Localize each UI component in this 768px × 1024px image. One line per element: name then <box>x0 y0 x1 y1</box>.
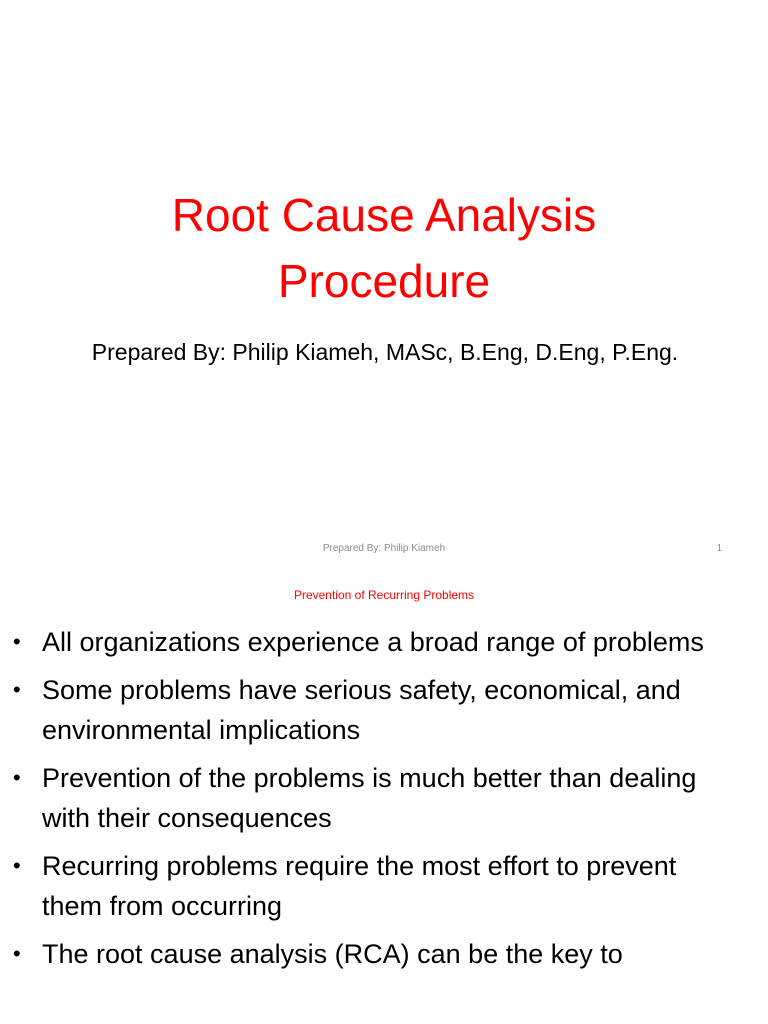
slide-subtitle: Prepared By: Philip Kiameh, MASc, B.Eng, D.Eng, P.Eng. <box>91 339 679 365</box>
bullet-item <box>0 670 768 750</box>
bullet-icon: • <box>13 765 21 790</box>
bullet-icon: • <box>13 677 21 702</box>
slide-2-title: Prevention of Recurring Problems <box>293 588 475 602</box>
bullet-item <box>0 622 768 662</box>
bullet-text: Recurring problems require the most effort to prevent them from occurring <box>42 851 677 921</box>
bullet-icon: • <box>13 853 21 878</box>
slide-title-line-1: Root Cause Analysis <box>171 189 597 241</box>
bullet-list <box>0 622 768 982</box>
slide-2 <box>0 576 768 1024</box>
bullet-text: Prevention of the problems is much better than dealing with their consequences <box>42 763 697 833</box>
slide-footer: Prepared By: Philip Kiameh <box>322 543 446 554</box>
bullet-item <box>0 846 768 926</box>
bullet-icon: • <box>13 941 21 966</box>
slide-title <box>0 182 768 314</box>
bullet-text: Some problems have serious safety, economical, and environmental implications <box>42 675 681 745</box>
bullet-item <box>0 758 768 838</box>
slide-page-number: 1 <box>716 543 722 554</box>
bullet-item <box>0 934 768 974</box>
bullet-text: All organizations experience a broad range of problems <box>42 627 704 657</box>
bullet-text: The root cause analysis (RCA) can be the key to <box>42 939 623 969</box>
slide-title-line-2: Procedure <box>277 255 491 307</box>
bullet-icon: • <box>13 629 21 654</box>
